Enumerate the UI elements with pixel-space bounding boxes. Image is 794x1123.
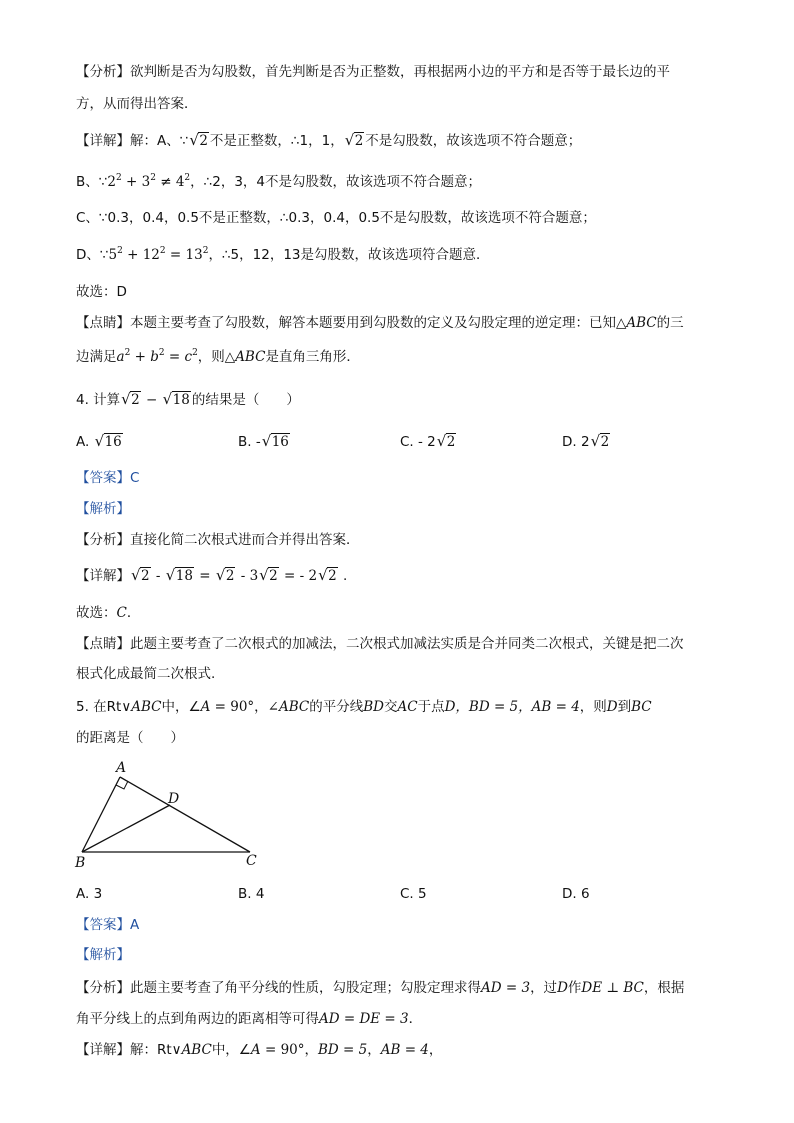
label-d: D (168, 791, 180, 807)
segment-ac (120, 777, 250, 852)
q5-answer: 【答案】A (76, 917, 140, 933)
q3-detail-b: B、$\because 2^2 + 3^2 \ne 4^2$，∴2，3，4不是勾股数，故该选项不符合题意； (76, 173, 482, 190)
q4-option-b: B. -√ 16 (238, 432, 291, 452)
q5-option-d: D. 6 (562, 886, 590, 902)
label-b: B (75, 855, 86, 871)
q5-option-a: A. 3 (76, 886, 103, 902)
q5-triangle-figure (70, 755, 270, 875)
q4-comment-line2: 根式化成最简二次根式. (76, 666, 216, 682)
q5-option-c: C. 5 (400, 886, 427, 902)
q3-comment-line2: 边满足$a^2 + b^2 = c^2$，则△ABC是直角三角形． (76, 348, 360, 365)
q4-stem: 4. 计算√ 2 − √ 18 的结果是（ ） (76, 390, 300, 410)
segment-bd (82, 805, 170, 852)
q4-choice: 故选：C． (76, 605, 141, 621)
q4-option-a: A. √ 16 (76, 432, 124, 452)
q3-analysis-line2: 方，从而得出答案． (76, 96, 198, 112)
label-a: A (116, 760, 127, 776)
sqrt-2: √ 2 (189, 131, 209, 151)
label-c: C (246, 853, 257, 869)
q5-option-b: B. 4 (238, 886, 265, 902)
q3-choice: 故选：D (76, 284, 127, 300)
q4-option-d: D. 2√ 2 (562, 432, 611, 452)
q4-analysis-tag: 【解析】 (76, 501, 130, 517)
q5-detail: 【详解】解：Rt∨ABC中，∠A = 90°，BD = 5，AB = 4， (76, 1042, 443, 1058)
q4-answer: 【答案】C (76, 470, 140, 486)
segment-ab (82, 777, 120, 852)
q3-detail-c: C、∵0.3，0.4，0.5不是正整数，∴0.3，0.4，0.5不是勾股数，故该选项不符合题意； (76, 210, 596, 226)
q4-analysis: 【分析】直接化简二次根式进而合并得出答案． (76, 532, 360, 548)
q4-option-c: C. - 2√ 2 (400, 432, 457, 452)
sqrt-2: √ 2 (121, 390, 141, 410)
sqrt-2: √ 2 (345, 131, 365, 151)
q5-analysis-line2: 角平分线上的点到角两边的距离相等可得AD = DE = 3． (76, 1011, 423, 1027)
sqrt-18: √ 18 (163, 390, 191, 410)
q4-comment-line1: 【点睛】此题主要考查了二次根式的加减法，二次根式加减法实质是合并同类二次根式，关键是把二次 (76, 636, 684, 652)
q5-analysis-line1: 【分析】此题主要考查了角平分线的性质，勾股定理；勾股定理求得AD = 3，过D作DE ⊥ BC，根据 (76, 980, 685, 996)
q4-detail: 【详解】√ 2 - √ 18 = √ 2 - 3√ 2 = - 2√ 2 . (76, 566, 347, 586)
q3-detail-d: D、$\because 5^2 + 12^2 = 13^2$，∴5，12，13是勾股数，故该选项符合题意． (76, 246, 490, 263)
q5-stem-line1: 5. 在Rt∨ABC中，∠A = 90°，∠ABC的平分线BD交AC于点D，BD = 5，AB = 4，则D到BC (76, 699, 652, 715)
q3-comment-line1: 【点睛】本题主要考查了勾股数，解答本题要用到勾股数的定义及勾股定理的逆定理：已知△ABC的三 (76, 315, 684, 331)
q5-stem-line2: 的距离是（ ） (76, 730, 184, 746)
q5-analysis-tag: 【解析】 (76, 947, 130, 963)
q3-analysis-line1: 【分析】欲判断是否为勾股数，首先判断是否为正整数，再根据两小边的平方和是否等于最长边的平 (76, 64, 670, 80)
q3-detail-a: 【详解】解：A、∵√ 2 不是正整数，∴1，1，√ 2 不是勾股数，故该选项不符合题意； (76, 131, 581, 151)
